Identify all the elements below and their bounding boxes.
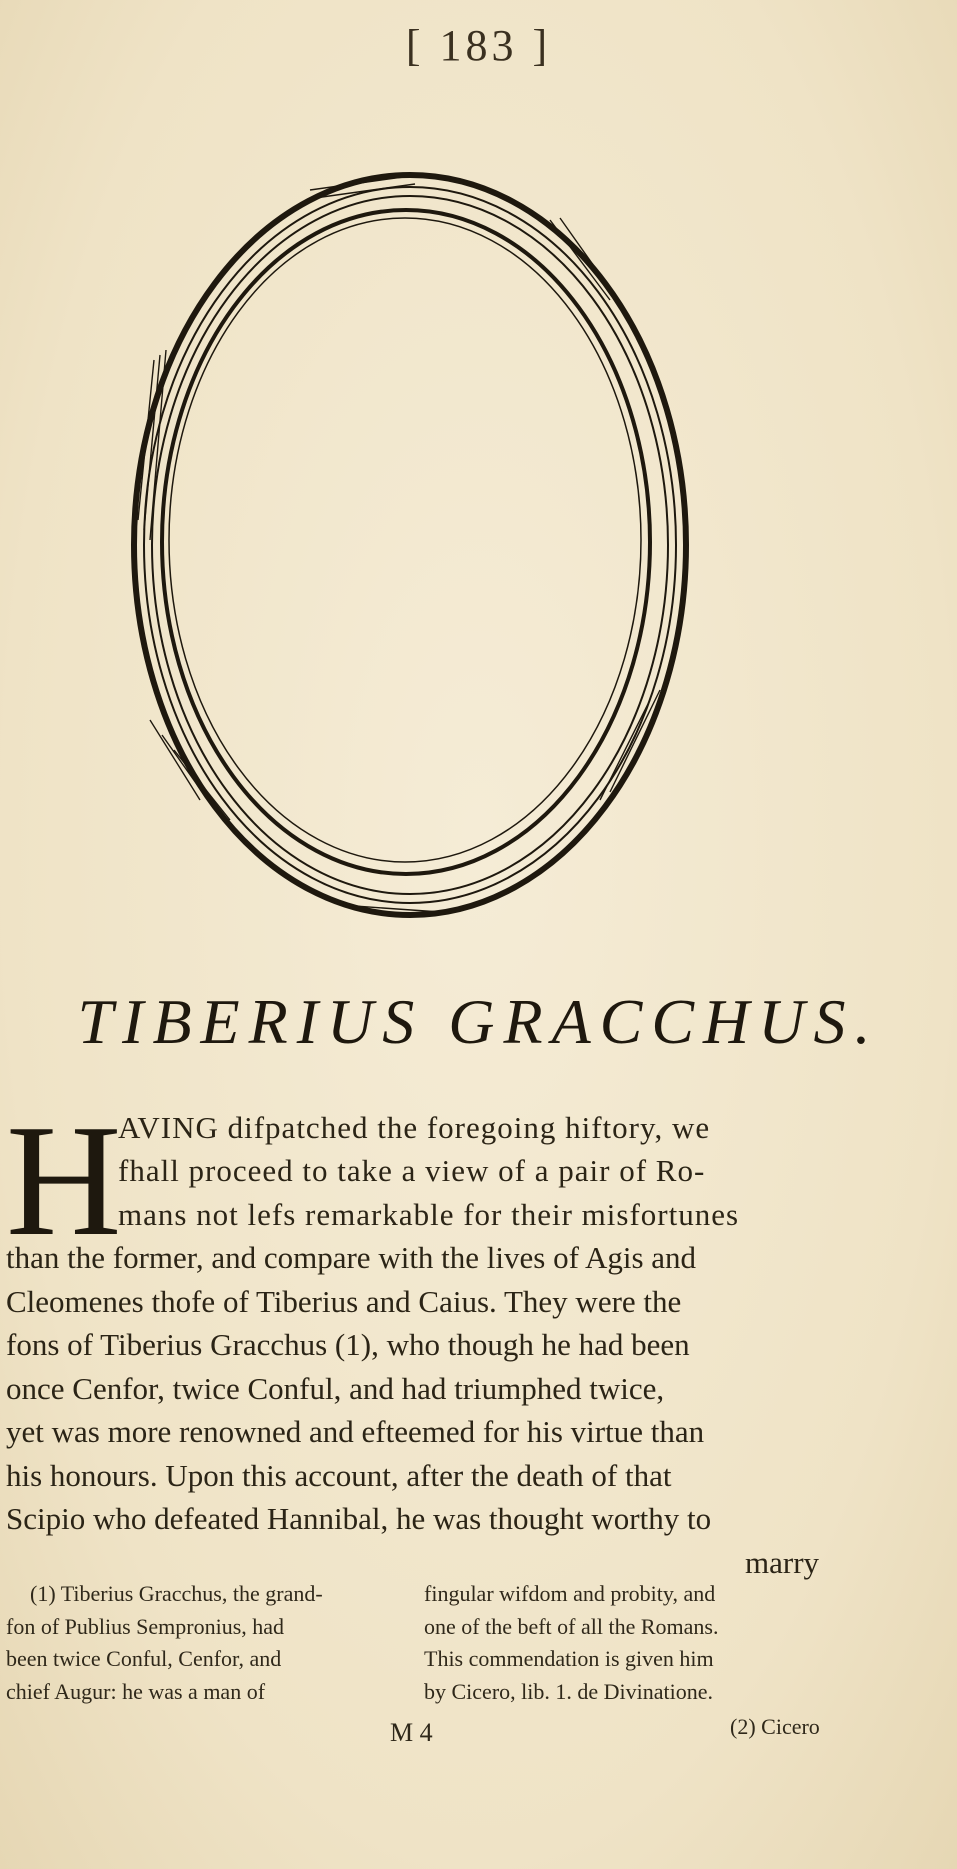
body-line: Cleomenes thofe of Tiberius and Caius. They were the — [6, 1284, 682, 1319]
body-line: than the former, and compare with the lives of Agis and — [6, 1240, 697, 1275]
page-number: [ 183 ] — [405, 21, 552, 70]
body-line: Scipio who defeated Hannibal, he was thought worthy to — [6, 1501, 712, 1536]
chapter-title: TIBERIUS GRACCHUS. — [77, 986, 880, 1057]
body-line: mans not lefs remarkable for their misfortunes — [118, 1197, 740, 1232]
body-line: fhall proceed to take a view of a pair of Ro- — [118, 1153, 706, 1188]
footnote-line: This commendation is given him — [424, 1646, 714, 1671]
signature-mark: M 4 — [390, 1718, 433, 1747]
footnote-line: one of the beft of all the Romans. — [424, 1614, 719, 1639]
body-line: AVING difpatched the foregoing hiftory, we — [118, 1110, 711, 1145]
oval-frame-ornament — [110, 160, 710, 930]
drop-cap-initial: H — [6, 1091, 122, 1269]
footnote-line: (2) Cicero — [730, 1714, 820, 1739]
footnote-line: (1) Tiberius Gracchus, the grand- — [30, 1581, 323, 1606]
footnote-line: been twice Conful, Cenfor, and — [6, 1646, 282, 1671]
footnote-line: fon of Publius Sempronius, had — [6, 1614, 285, 1639]
footnote-line: fingular wifdom and probity, and — [424, 1581, 716, 1606]
footnote-line: by Cicero, lib. 1. de Divinatione. — [424, 1679, 713, 1704]
footnote-line: chief Augur: he was a man of — [6, 1679, 266, 1704]
catchword: marry — [745, 1545, 820, 1580]
body-line: his honours. Upon this account, after the death of that — [6, 1458, 672, 1493]
body-line: fons of Tiberius Gracchus (1), who though he had been — [6, 1327, 690, 1362]
body-line: once Cenfor, twice Conful, and had triumphed twice, — [6, 1371, 665, 1406]
body-line: yet was more renowned and efteemed for his virtue than — [6, 1414, 705, 1449]
